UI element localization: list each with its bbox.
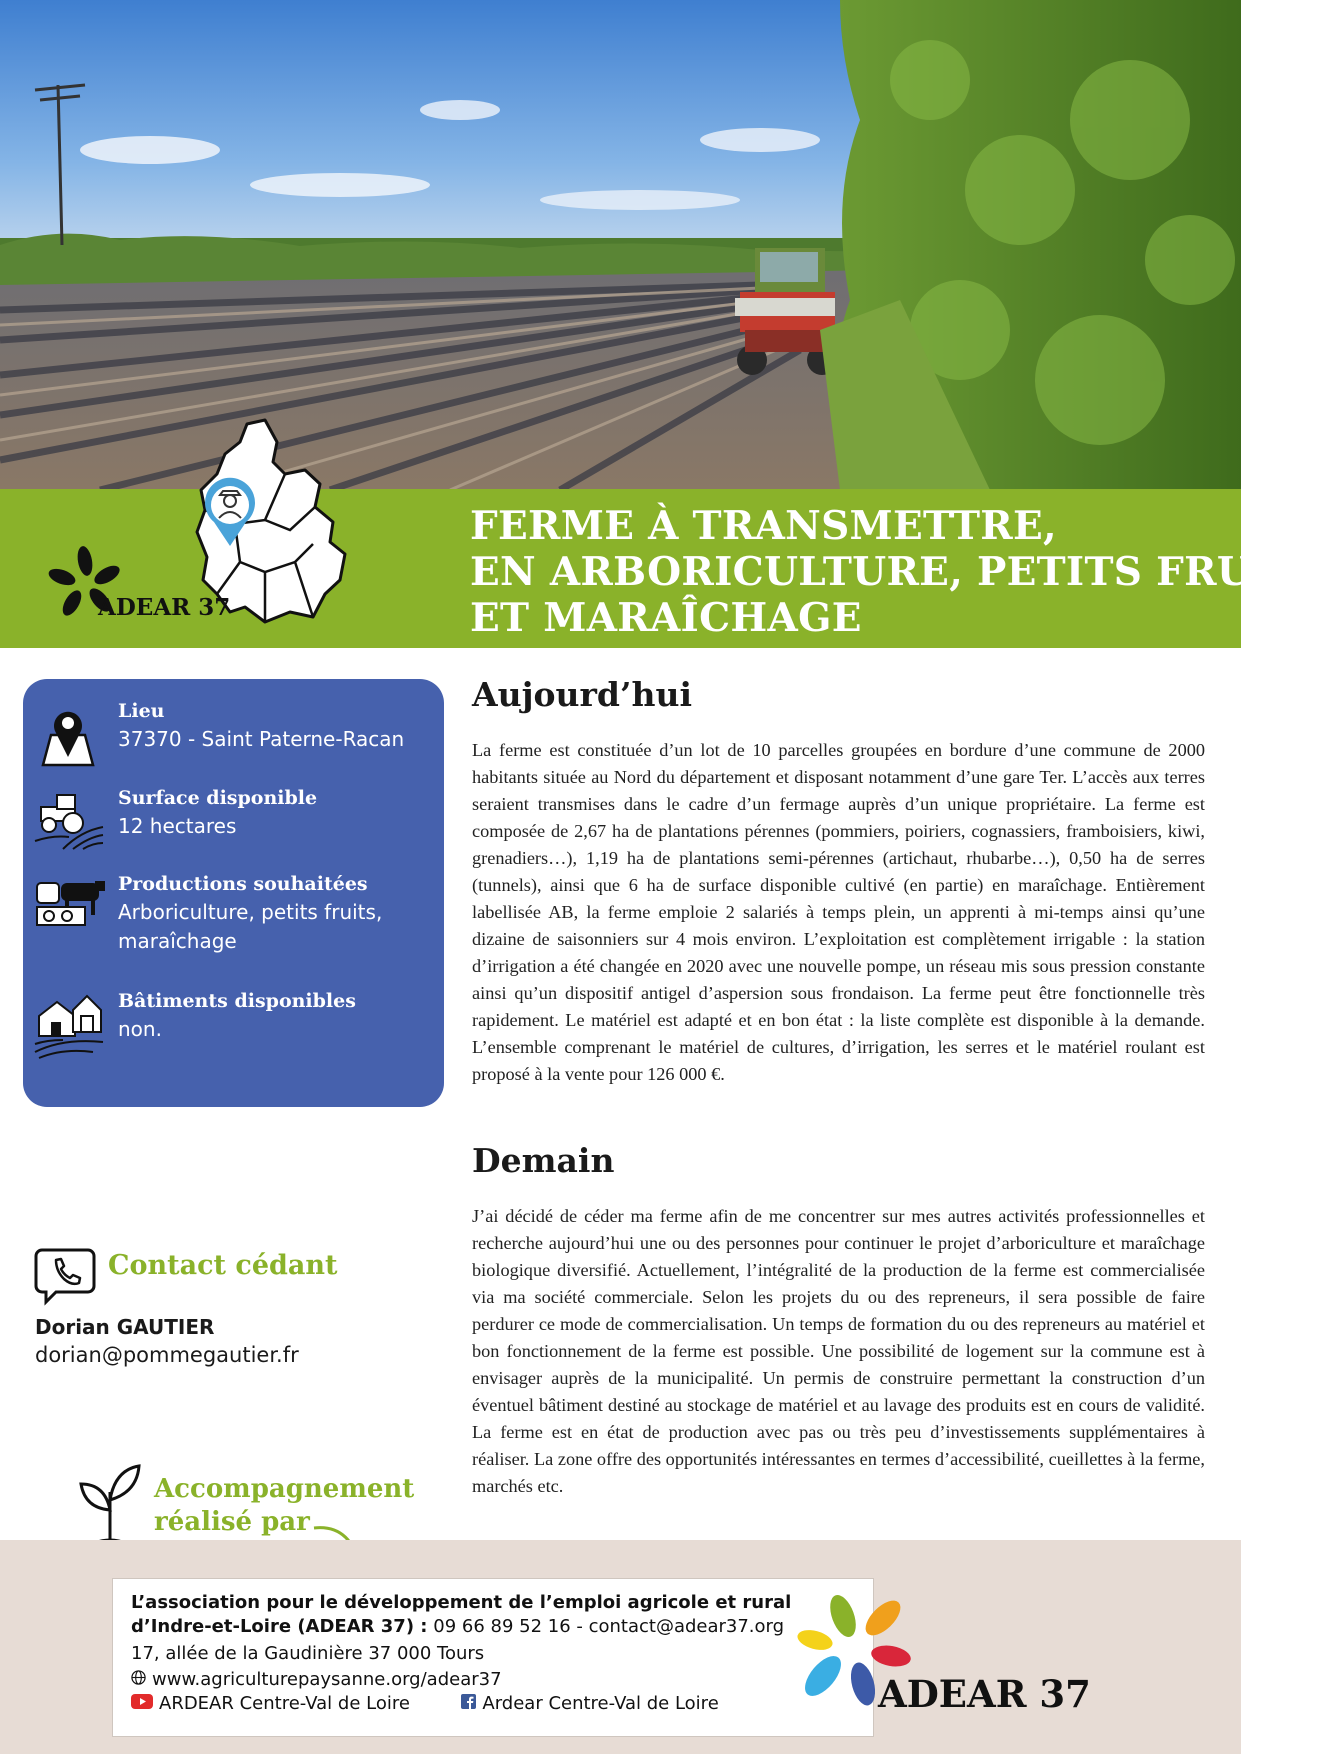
phone-chat-icon — [34, 1246, 96, 1308]
farmer-pin-icon — [202, 478, 258, 552]
footer-website-row — [131, 1668, 502, 1692]
accompaniment-line-2: réalisé par — [154, 1507, 310, 1537]
footer-org-name: d’Indre-et-Loire (ADEAR 37) : — [131, 1616, 428, 1637]
title-line-2: EN ARBORICULTURE, PETITS FRUITS — [470, 549, 1327, 595]
info-lieu — [118, 697, 438, 754]
farm-buildings-icon — [33, 992, 105, 1062]
contact-title: Contact cédant — [108, 1250, 338, 1281]
adear-footer-logo-text: ADEAR 37 — [878, 1672, 1091, 1716]
footer-website-link[interactable]: www.agriculturepaysanne.org/adear37 — [152, 1669, 502, 1690]
surface-value: 12 hectares — [118, 814, 237, 838]
info-productions — [118, 870, 438, 956]
title-line-3: ET MARAÎCHAGE — [470, 595, 862, 641]
lieu-label: Lieu — [118, 700, 165, 722]
today-paragraph: La ferme est constituée d’un lot de 10 parcelles groupées en bordure d’une commune de 2000 habitants située au Nord du département et disposant notamment d’une gare Ter. L’accès aux terres seraient transmises dans le cadre d’un fermage auprès d’un unique propriétaire. La ferme est composée de 2,67 ha de plantations pérennes (pommiers, poiriers, cognassiers, framboisiers, kiwi, grenadiers…), 1,19 ha de plantations semi-pérennes (artichaut, rhubarbe…), 0,50 ha de serres (tunnels), ainsi que 6 ha de surface disponible cultivé (en partie) en maraîchage. Entièrement labellisée AB, la ferme emploie 2 salariés à temps plein, un apprenti à mi-temps ainsi qu’une dizaine de saisonniers sur 4 mois environ. L’exploitation est complètement irrigable : la station d’irrigation a été changée en 2020 avec une nouvelle pompe, un réseau mis sous pression constante ainsi qu’un dispositif antigel d’aspersion sous frondaison. La ferme peut être fonctionnelle très rapidement. Le matériel est adapté et en bon état : la liste complète est disponible à la demande. L’ensemble comprenant le matériel de cultures, d’irrigation, les serres et le matériel roulant est proposé à la vente pour 126 000 €. — [472, 740, 1205, 1084]
footer-org-line-2 — [131, 1615, 784, 1639]
footer-contact-box — [112, 1578, 874, 1737]
contact-name: Dorian GAUTIER — [35, 1315, 215, 1339]
productions-icon — [33, 875, 107, 935]
location-map-icon — [33, 701, 103, 775]
surface-label: Surface disponible — [118, 787, 318, 809]
page-title — [470, 503, 1327, 641]
today-heading: Aujourd’hui — [472, 675, 693, 714]
productions-value-line-1: Arboriculture, petits fruits, — [118, 900, 383, 924]
youtube-icon[interactable] — [131, 1692, 153, 1716]
hero-photo — [0, 0, 1241, 490]
footer-social-row — [131, 1692, 719, 1716]
facebook-icon[interactable] — [461, 1692, 476, 1716]
batiments-label: Bâtiments disponibles — [118, 990, 356, 1012]
adear-logo-text: ADEAR 37 — [98, 594, 231, 621]
lieu-value: 37370 - Saint Paterne-Racan — [118, 727, 405, 751]
footer-phone-email[interactable]: 09 66 89 52 16 - contact@adear37.org — [427, 1616, 785, 1637]
globe-icon — [131, 1668, 146, 1692]
productions-value-line-2: maraîchage — [118, 929, 237, 953]
contact-email[interactable]: dorian@pommegautier.fr — [35, 1343, 299, 1367]
tomorrow-paragraph: J’ai décidé de céder ma ferme afin de me concentrer sur mes autres activités professionnelles et recherche aujourd’hui une ou des personnes pour continuer le projet d’arboriculture et maraîchage biologique diversifié. Actuellement, l’intégralité de la production de la ferme est commercialisée via ma société commerciale. Selon les projets du ou des repreneurs, il sera possible de faire perdurer ce mode de commercialisation. Un temps de formation du ou des repreneurs au matériel et bon fonctionnement de la ferme est possible. Une possibilité de logement sur la commune est à envisager auprès de la municipalité. Un permis de construire permettant la construction d’un éventuel bâtiment destiné au stockage de matériel et au lavage des produits est en cours de validité. La ferme est en état de production avec pas ou très peu d’investissements supplémentaires à réaliser. La zone offre des opportunités intéressantes en termes d’accessibilité, cueillettes à la ferme, marchés etc. — [472, 1206, 1205, 1496]
productions-label: Productions souhaitées — [118, 873, 368, 895]
footer-address: 17, allée de la Gaudinière 37 000 Tours — [131, 1643, 485, 1664]
tractor-field-icon — [33, 791, 105, 855]
accompaniment-line-1: Accompagnement — [154, 1474, 415, 1504]
footer-org-line-1: L’association pour le développement de l’emploi agricole et rural — [131, 1592, 792, 1613]
info-surface — [118, 784, 438, 841]
title-line-1: FERME À TRANSMETTRE, — [470, 503, 1057, 549]
tomorrow-heading: Demain — [472, 1141, 615, 1180]
info-batiments — [118, 987, 438, 1044]
accompaniment-text — [154, 1473, 414, 1539]
youtube-link[interactable]: ARDEAR Centre-Val de Loire — [159, 1693, 410, 1714]
info-card — [23, 679, 444, 1107]
facebook-link[interactable]: Ardear Centre-Val de Loire — [482, 1693, 719, 1714]
batiments-value: non. — [118, 1017, 162, 1041]
